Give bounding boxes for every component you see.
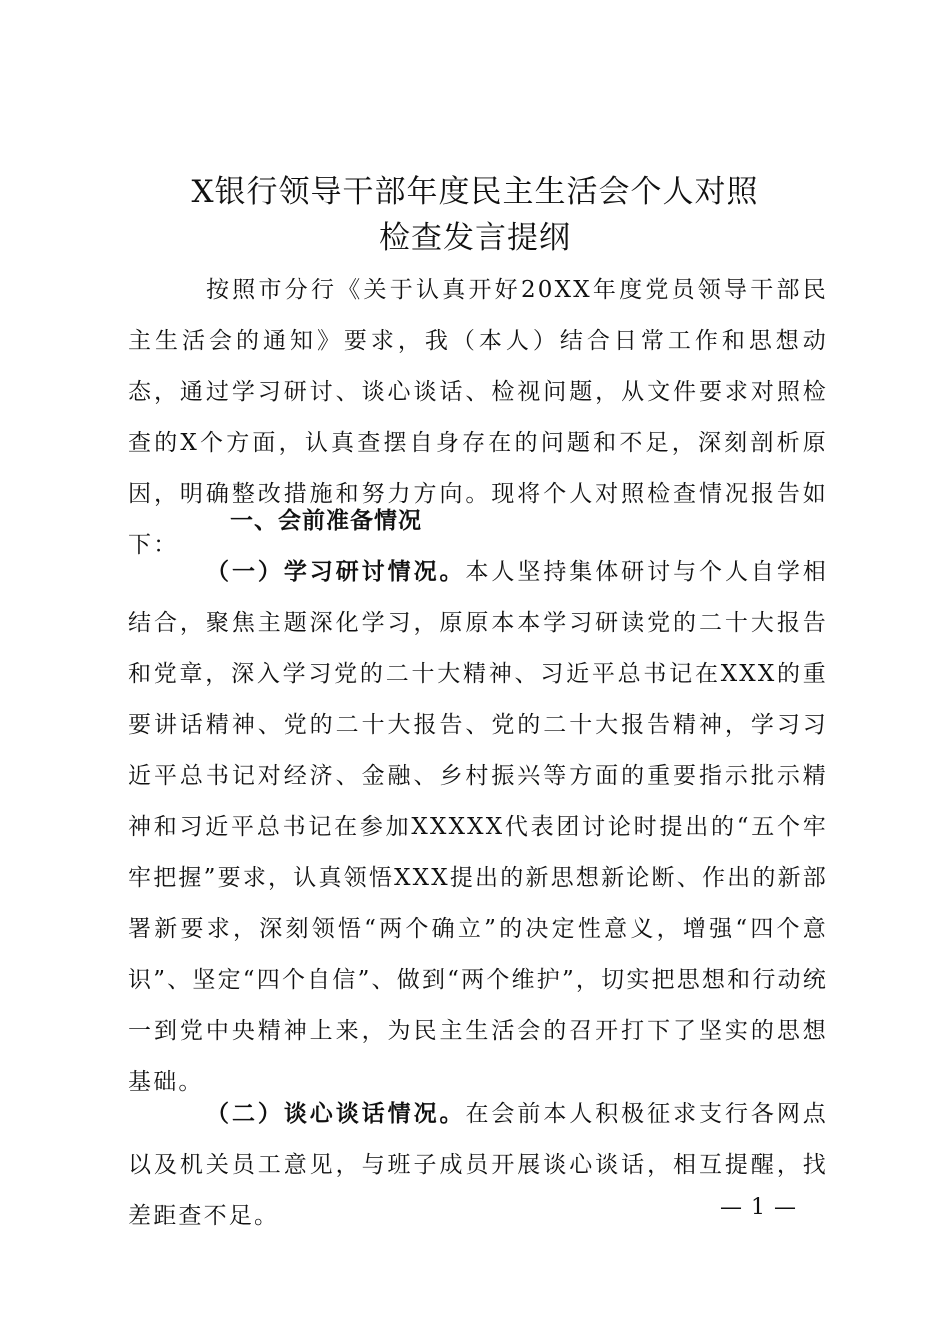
- subsection-1-paragraph: [128, 546, 828, 1108]
- subsection-1-text: 本人坚持集体研讨与个人自学相结合，聚焦主题深化学习，原原本本学习研读党的二十大报告和党章，深入学习党的二十大精神、习近平总书记在XXX的重要讲话精神、党的二十大报告、党的二十大报告精神，学习习近平总书记对经济、金融、乡村振兴等方面的重要指示批示精神和习近平总书记在参加XXXXX代表团讨论时提出的“五个牢牢把握”要求，认真领悟XXX提出的新思想新论断、作出的新部署新要求，深刻领悟“两个确立”的决定性意义，增强“四个意识”、坚定“四个自信”、做到“两个维护”，切实把思想和行动统一到党中央精神上来，为民主生活会的召开打下了坚实的思想基础。: [128, 559, 828, 1095]
- intro-paragraph: 按照市分行《关于认真开好20XX年度党员领导干部民主生活会的通知》要求，我（本人）结合日常工作和思想动态，通过学习研讨、谈心谈话、检视问题，从文件要求对照检查的X个方面，认真查摆自身存在的问题和不足，深刻剖析原因，明确整改措施和努力方向。现将个人对照检查情况报告如下：: [128, 277, 828, 558]
- section-heading-1: 一、会前准备情况: [230, 508, 422, 534]
- subsection-1-block: [128, 546, 828, 1108]
- document-title-line-2: 检查发言提纲: [379, 220, 571, 256]
- subsection-2-text: 在会前本人积极征求支行各网点以及机关员工意见，与班子成员开展谈心谈话，相互提醒，找差距查不足。: [128, 1101, 828, 1229]
- subsection-2-heading: （二）谈心谈话情况。: [206, 1100, 466, 1127]
- page-number: — 1 —: [720, 1195, 797, 1220]
- document-title-line-1: X银行领导干部年度民主生活会个人对照: [191, 174, 759, 210]
- subsection-1-heading: （一）学习研讨情况。: [206, 558, 466, 585]
